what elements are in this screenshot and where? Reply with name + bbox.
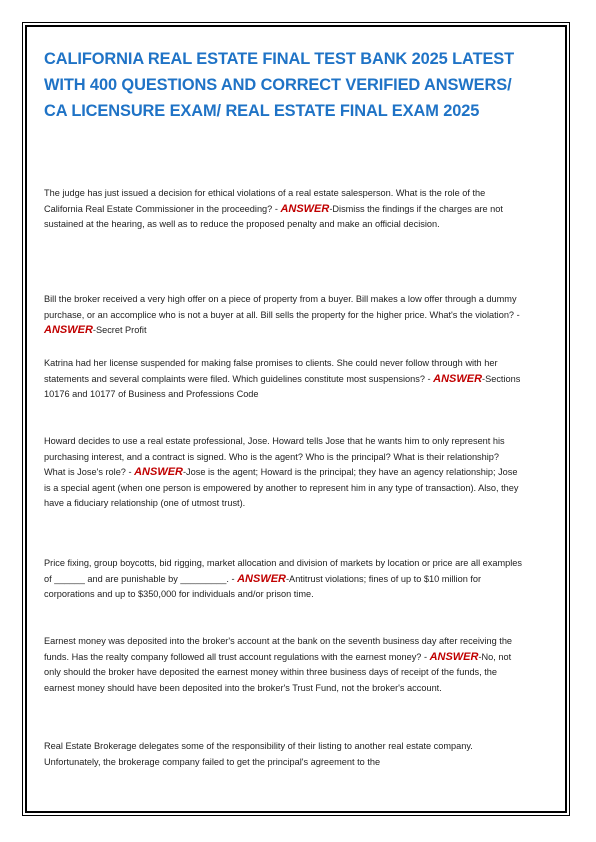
question-text: Earnest money was deposited into the broker's account at the bank on the seventh business day after receiving the funds. Has the realty company followed all trust account regulations with the earnest money? - [44, 636, 513, 662]
question-text: Howard decides to use a real estate professional, Jose. Howard tells Jose that he wants him to only represent his purchasing interest, and a contract is signed. Who is the agent? Who is the principal? What is their relationship? What is Jose's role? - [44, 436, 505, 477]
question-text: Real Estate Brokerage delegates some of the responsibility of their listing to another real estate company. Unfortunately, the brokerage company failed to get the principal's agreement to the [44, 741, 473, 767]
answer-text: -Secret Profit [92, 325, 147, 335]
qa-item [44, 556, 522, 603]
question-text: Katrina had her license suspended for making false promises to clients. She could never follow through with her statements and several complaints were filed. Which guidelines constitute most suspensions? - [44, 358, 498, 384]
qa-item [44, 292, 522, 339]
answer-label: ANSWER [237, 572, 286, 585]
question-text: The judge has just issued a decision for ethical violations of a real estate salesperson. What is the role of the California Real Estate Commissioner in the proceeding? - [44, 188, 486, 214]
answer-text: -Dismiss the findings if the charges are not sustained at the hearing, as well as to reduce the proposed penalty and make an official decision. [44, 203, 503, 229]
answer-text: -Sections 10176 and 10177 of Business and Professions Code [44, 373, 521, 399]
answer-label: ANSWER [280, 202, 330, 215]
answer-label: ANSWER [44, 324, 93, 336]
answer-label: ANSWER [134, 466, 183, 478]
answer-text: -No, not only should the broker have deposited the earnest money within three business days of receipt of the funds, the earnest money should have been deposited into the broker's Trust Fund, not the broker's account. [44, 651, 512, 693]
answer-label: ANSWER [433, 372, 483, 385]
answer-label: ANSWER [429, 650, 479, 663]
answer-text: -Jose is the agent; Howard is the principal; they have an agency relationship; Jose is a special agent (when one person is empowered by another to represent him in any type of transaction). Also, they have a fiduciary relationship (one of utmost trust). [44, 467, 519, 508]
question-text: Price fixing, group boycotts, bid rigging, market allocation and division of markets by location or price are all examples of ______ and are punishable by _________. - [44, 558, 522, 584]
qa-item [44, 356, 522, 403]
qa-item [44, 739, 522, 770]
document-content [44, 46, 522, 767]
qa-item [44, 186, 522, 233]
answer-text: -Antitrust violations; fines of up to $10 million for corporations and up to $350,000 for individuals and/or prison time. [44, 573, 482, 599]
qa-item [44, 634, 522, 696]
qa-item [44, 434, 522, 512]
question-text: Bill the broker received a very high offer on a piece of property from a buyer. Bill makes a low offer through a dummy purchase, or an accomplice who is not a buyer at all. Bill sells the property for the higher price. What's the violation? - [44, 294, 520, 320]
document-title: CALIFORNIA REAL ESTATE FINAL TEST BANK 2025 LATEST WITH 400 QUESTIONS AND CORRECT VERIFIED ANSWERS/ CA LICENSURE EXAM/ REAL ESTATE FINAL EXAM 2025 [44, 50, 515, 120]
